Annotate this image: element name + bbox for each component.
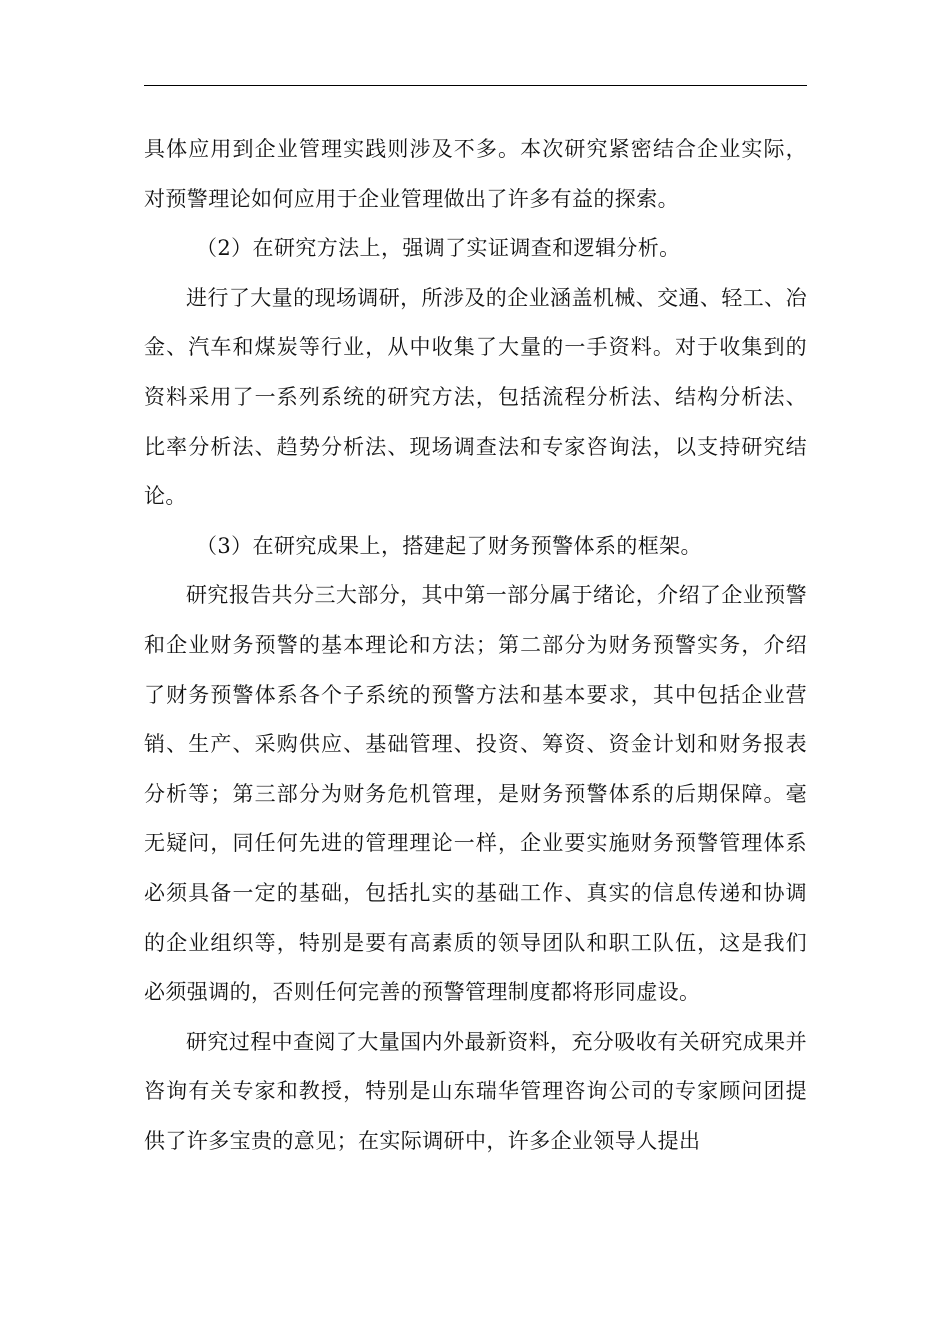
document-body	[144, 125, 807, 1166]
header-rule	[144, 85, 807, 86]
section-point-3: （3）在研究成果上，搭建起了财务预警体系的框架。	[196, 533, 702, 558]
section-point-2: （2）在研究方法上，强调了实证调查和逻辑分析。	[196, 236, 681, 261]
paragraph-research-method: 进行了大量的现场调研，所涉及的企业涵盖机械、交通、轻工、冶金、汽车和煤炭等行业，从中收集了大量的一手资料。对于收集到的资料采用了一系列系统的研究方法，包括流程分析法、结构分析法、比率分析法、趋势分析法、现场调查法和专家咨询法，以支持研究结论。	[144, 285, 807, 509]
paragraph-report-structure: 研究报告共分三大部分，其中第一部分属于绪论，介绍了企业预警和企业财务预警的基本理论和方法；第二部分为财务预警实务，介绍了财务预警体系各个子系统的预警方法和基本要求，其中包括企业营销、生产、采购供应、基础管理、投资、筹资、资金计划和财务报表分析等；第三部分为财务危机管理，是财务预警体系的后期保障。毫无疑问，同任何先进的管理理论一样，企业要实施财务预警管理体系必须具备一定的基础，包括扎实的基础工作、真实的信息传递和协调的企业组织等，特别是要有高素质的领导团队和职工队伍，这是我们必须强调的，否则任何完善的预警管理制度都将形同虚设。	[144, 583, 807, 1005]
paragraph-continuation: 具体应用到企业管理实践则涉及不多。本次研究紧密结合企业实际，对预警理论如何应用于企业管理做出了许多有益的探索。	[144, 137, 807, 211]
paragraph-research-process: 研究过程中查阅了大量国内外最新资料，充分吸收有关研究成果并咨询有关专家和教授，特别是山东瑞华管理咨询公司的专家顾问团提供了许多宝贵的意见；在实际调研中，许多企业领导人提出	[144, 1029, 807, 1153]
